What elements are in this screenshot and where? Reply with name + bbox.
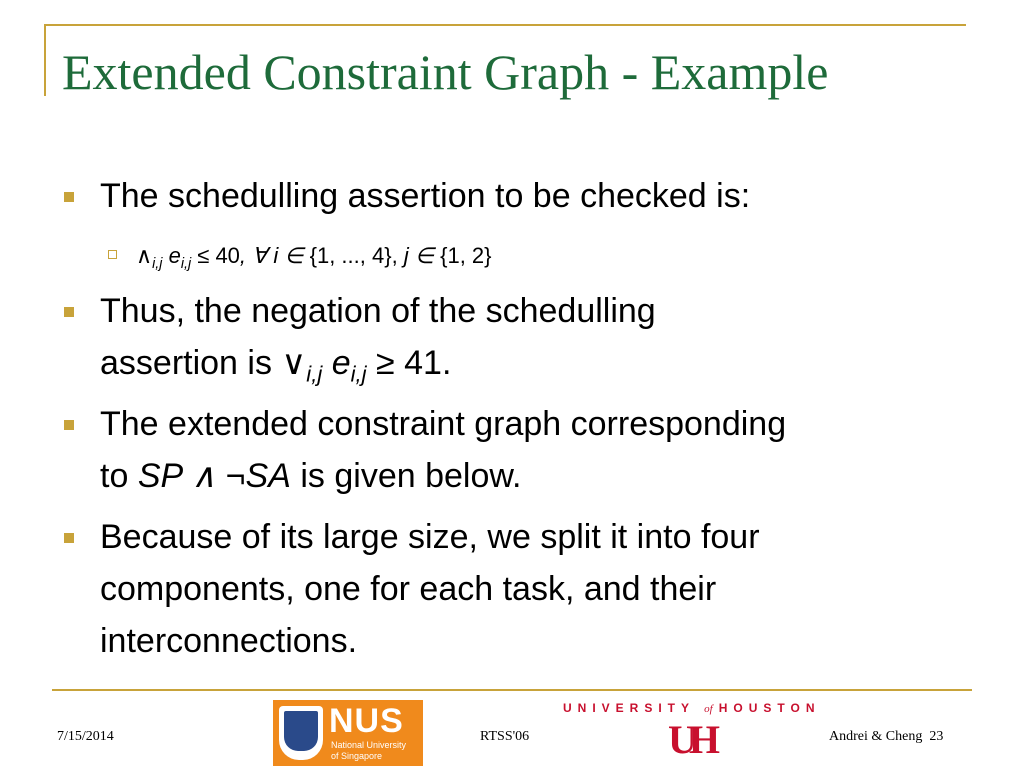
bullet-2-text: assertion is [100, 344, 282, 382]
bullet-marker [64, 533, 74, 543]
sub-bullet-formula [136, 240, 492, 272]
title-frame-top-rule [44, 24, 966, 26]
uh-logo-word-post: HOUSTON [718, 701, 821, 715]
formula-text: {1, 2} [434, 243, 492, 268]
element-of-symbol: ∈ [284, 243, 304, 268]
formula-variable: SP [137, 457, 182, 495]
formula-variable: SA [245, 457, 291, 495]
footer-page-number: 23 [929, 729, 944, 744]
sub-bullet-marker [108, 250, 117, 259]
bullet-3-line-2 [100, 450, 522, 502]
formula-variable: e [168, 243, 181, 268]
footer-authors-block [829, 728, 943, 746]
formula-subscript: i,j [152, 256, 163, 272]
bullet-4-line-2: components, one for each task, and their [100, 570, 717, 608]
disjunction-symbol: ∨ [281, 344, 307, 382]
bullet-1-text: The schedulling assertion to be checked is: [100, 177, 751, 215]
nus-logo-line-1: National University [331, 740, 407, 750]
bullet-3-text: is given below. [290, 457, 522, 495]
nus-logo-subtitle [331, 740, 406, 762]
bullet-3-line-1: The extended constraint graph corresponding [100, 405, 787, 443]
formula-subscript: i,j [350, 361, 367, 387]
forall-symbol: ∀ [252, 243, 268, 268]
formula-variable: i [267, 243, 285, 268]
title-frame-left-rule [44, 24, 46, 96]
bullet-4-line-1: Because of its large size, we split it into four [100, 518, 760, 556]
nus-shield-icon [279, 706, 323, 760]
bullet-marker [64, 307, 74, 317]
uh-logo-word-pre: UNIVERSITY [563, 701, 695, 715]
footer-authors: Andrei & Cheng [829, 729, 923, 744]
uh-logo-mark: UH [668, 717, 712, 762]
nus-logo-line-2: of Singapore [331, 751, 383, 761]
formula-text: , [239, 243, 253, 268]
footer-center: RTSS'06 [480, 729, 530, 744]
formula-text: {1, ..., 4} [303, 243, 392, 268]
formula-variable: j [403, 243, 415, 268]
bullet-marker [64, 420, 74, 430]
bullet-2-line-1: Thus, the negation of the schedulling [100, 292, 656, 330]
bullet-2-line-2 [100, 337, 451, 389]
nus-logo [273, 700, 423, 766]
bullet-marker [64, 192, 74, 202]
footer-date: 7/15/2014 [57, 729, 114, 744]
bullet-4-line-3: interconnections. [100, 622, 358, 660]
uh-logo-wordmark [563, 701, 821, 715]
footer-rule [52, 689, 972, 691]
slide-title: Extended Constraint Graph - Example [62, 44, 829, 100]
element-of-symbol: ∈ [414, 243, 434, 268]
formula-variable: e [322, 344, 351, 382]
bullet-2-text: ≥ 41. [366, 344, 452, 382]
and-not-symbols: ∧ ¬ [181, 457, 246, 495]
conjunction-symbol: ∧ [136, 243, 153, 268]
nus-shield-inner [284, 711, 318, 751]
formula-text: , [391, 243, 404, 268]
uh-logo-of: of [704, 703, 713, 715]
formula-subscript: i,j [180, 256, 192, 272]
formula-text: ≤ 40 [191, 243, 240, 268]
bullet-3-text: to [100, 457, 138, 495]
nus-logo-word: NUS [329, 702, 404, 740]
formula-subscript: i,j [306, 361, 323, 387]
